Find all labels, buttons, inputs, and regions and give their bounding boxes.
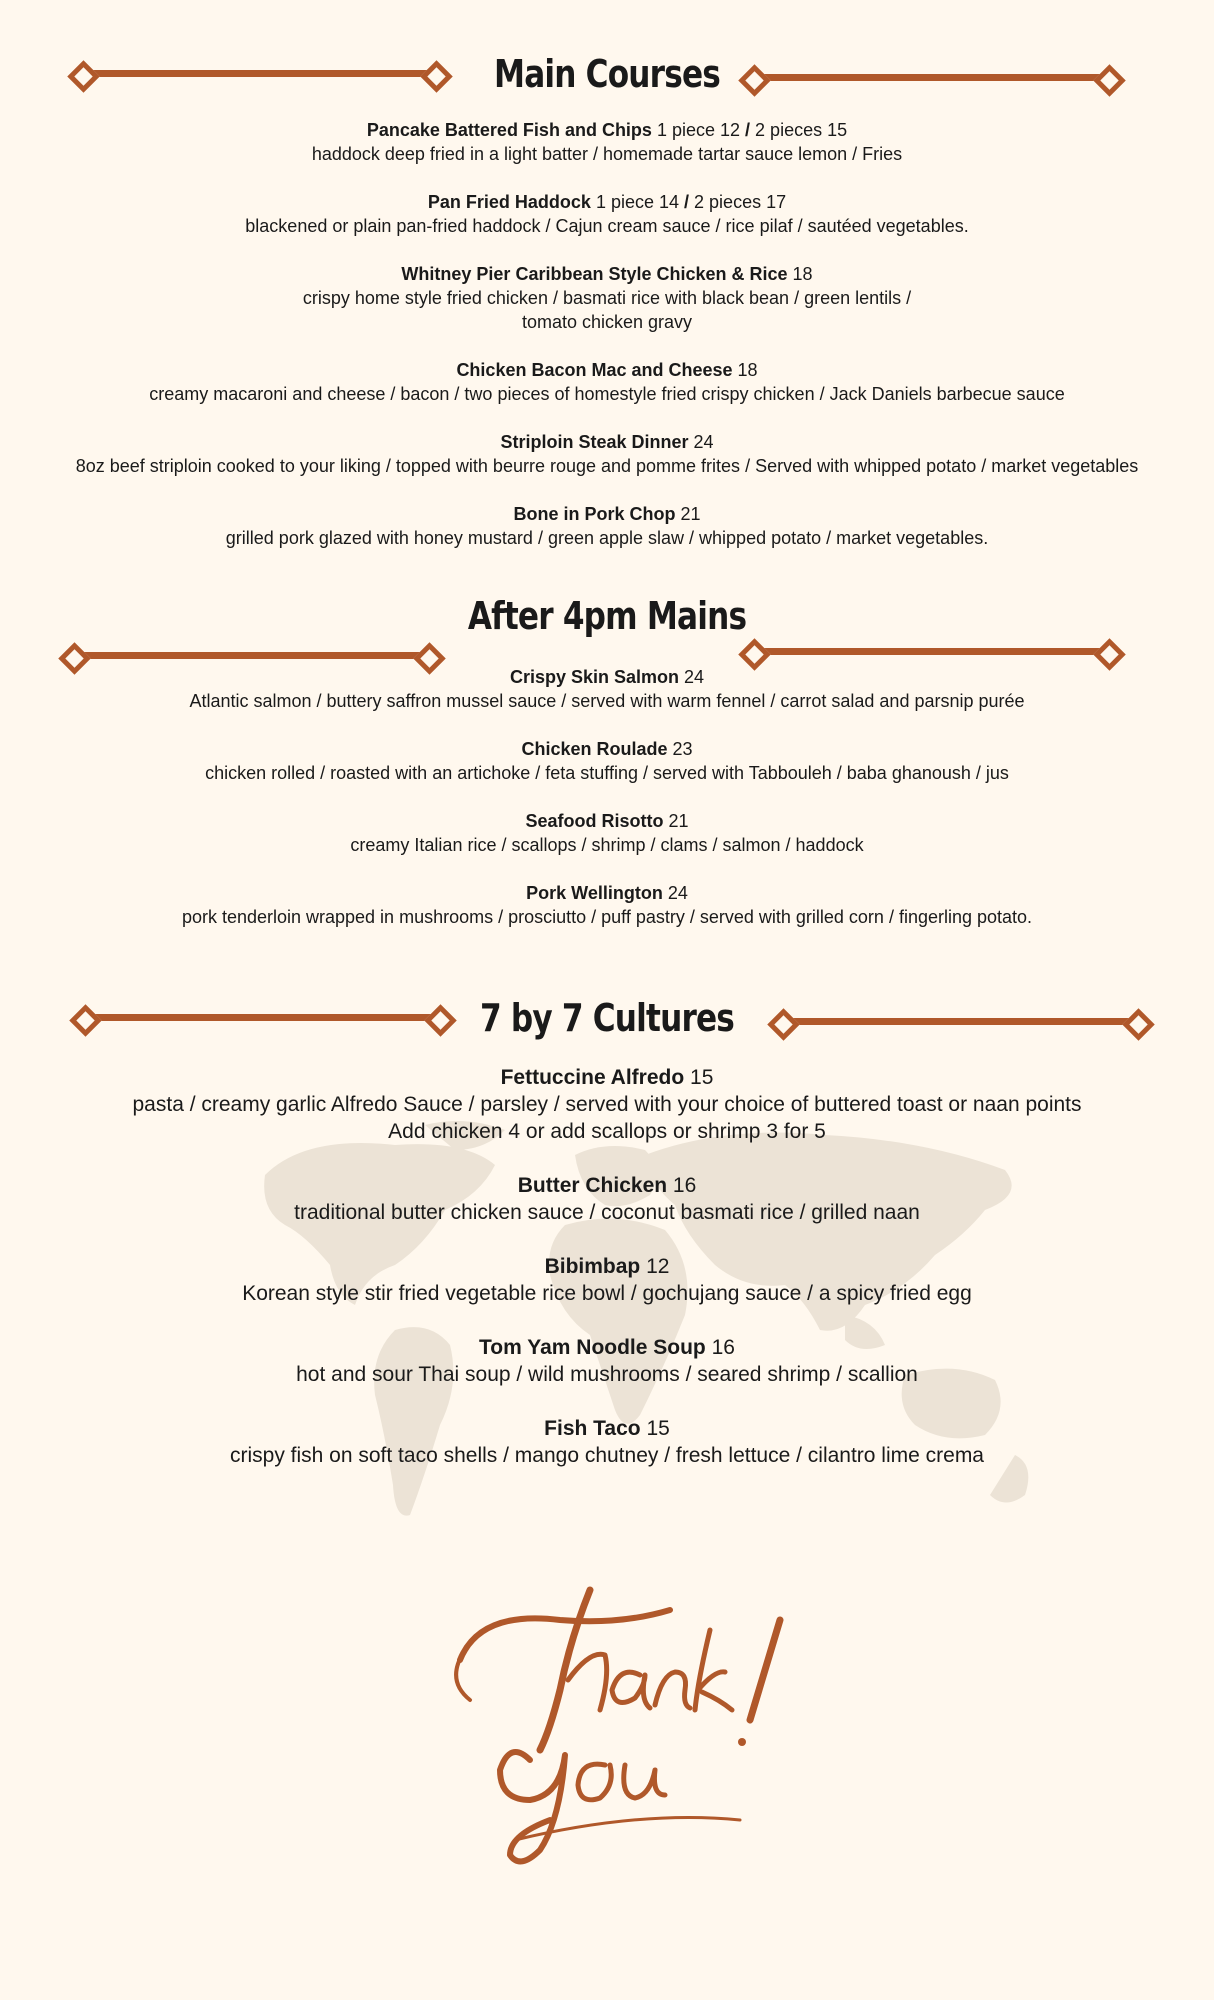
decorative-rule-right: [743, 66, 1121, 90]
menu-item-name: Pan Fried Haddock: [427, 192, 591, 212]
main-courses-header: [0, 48, 1214, 108]
menu-item-heading: [0, 118, 1214, 142]
menu-item-name: Fettuccine Alfredo: [500, 1066, 685, 1089]
menu-item-name: Striploin Steak Dinner: [500, 432, 689, 452]
thank-you-script: [440, 1580, 820, 1870]
menu-item: [0, 881, 1214, 929]
menu-item-description: chicken rolled / roasted with an artichoke / feta stuffing / served with Tabbouleh / baba ghanoush / jus: [205, 763, 1009, 783]
menu-item-price-alt: 2 pieces 15: [750, 120, 848, 140]
menu-item-name: Pancake Battered Fish and Chips: [366, 120, 652, 140]
menu-item-name: Fish Taco: [544, 1417, 641, 1440]
menu-item-description: haddock deep fried in a light batter / homemade tartar sauce lemon / Fries: [311, 144, 903, 164]
menu-item-price: 24: [679, 667, 705, 687]
menu-item: [0, 1415, 1214, 1469]
menu-item-name: Seafood Risotto: [525, 811, 664, 831]
menu-item: [0, 1064, 1214, 1145]
menu-item-description: pork tenderloin wrapped in mushrooms / prosciutto / puff pastry / served with grilled corn / fingerling potato.: [181, 907, 1033, 927]
menu-item-heading: [0, 190, 1214, 214]
menu-item-name: Bone in Pork Chop: [513, 504, 676, 524]
menu-item-name: Chicken Roulade: [521, 739, 668, 759]
menu-item-price: 16: [705, 1336, 735, 1359]
menu-item-description: crispy home style fried chicken / basmati rice with black bean / green lentils /: [302, 288, 912, 308]
menu-item-description: blackened or plain pan-fried haddock / Cajun cream sauce / rice pilaf / sautéed vegetables.: [245, 216, 969, 236]
menu-item-heading: [0, 809, 1214, 833]
menu-item-description: traditional butter chicken sauce / coconut basmati rice / grilled naan: [294, 1201, 920, 1224]
menu-item-description: 8oz beef striploin cooked to your liking / topped with beurre rouge and pomme frites / Served with whipped potato / market vegetables: [75, 456, 1139, 476]
menu-item-heading: [0, 1064, 1214, 1091]
section-title: Main Courses: [494, 52, 720, 96]
menu-item-heading: [0, 881, 1214, 905]
menu-item-description: grilled pork glazed with honey mustard / green apple slaw / whipped potato / market vegetables.: [225, 528, 989, 548]
menu-item-name: Whitney Pier Caribbean Style Chicken & Rice: [401, 264, 788, 284]
menu-item-heading: [0, 665, 1214, 689]
section-title: 7 by 7 Cultures: [479, 996, 735, 1040]
menu-item-price: 15: [640, 1417, 670, 1440]
menu-item-name: Pork Wellington: [526, 883, 663, 903]
menu-item-price: 18: [787, 264, 813, 284]
menu-item-description: creamy macaroni and cheese / bacon / two pieces of homestyle fried crispy chicken / Jack Daniels barbecue sauce: [149, 384, 1065, 404]
menu-item-price: 1 piece 14: [590, 192, 685, 212]
menu-item: [0, 430, 1214, 478]
menu-item-name: Chicken Bacon Mac and Cheese: [456, 360, 733, 380]
menu-item-heading: [0, 1334, 1214, 1361]
menu-item-description: creamy Italian rice / scallops / shrimp / clams / salmon / haddock: [350, 835, 864, 855]
menu-item: [0, 737, 1214, 785]
menu-item-name: Crispy Skin Salmon: [509, 667, 680, 687]
menu-item-price: 15: [684, 1066, 714, 1089]
menu-item-heading: [0, 430, 1214, 454]
menu-item: [0, 1253, 1214, 1307]
menu-item-price: 18: [732, 360, 758, 380]
menu-item-name: Bibimbap: [544, 1255, 641, 1278]
menu-item: [0, 358, 1214, 406]
menu-item-description: hot and sour Thai soup / wild mushrooms / seared shrimp / scallion: [296, 1363, 918, 1386]
after-4pm-header: [0, 590, 1214, 650]
menu-item-heading: [0, 262, 1214, 286]
price-separator: /: [684, 192, 690, 212]
menu-item-price: 21: [663, 811, 689, 831]
menu-item-heading: [0, 358, 1214, 382]
menu-item: [0, 118, 1214, 166]
menu-item: [0, 1172, 1214, 1226]
menu-item-price: 23: [667, 739, 693, 759]
cultures-list: [0, 1064, 1214, 1496]
section-title: After 4pm Mains: [467, 594, 747, 638]
menu-item: [0, 262, 1214, 334]
menu-item-description: Korean style stir fried vegetable rice bowl / gochujang sauce / a spicy fried egg: [242, 1282, 972, 1305]
menu-item-name: Butter Chicken: [517, 1174, 668, 1197]
menu-item-price: 16: [667, 1174, 697, 1197]
menu-item-price: 24: [688, 432, 714, 452]
menu-item: [0, 1334, 1214, 1388]
menu-item: [0, 502, 1214, 550]
decorative-rule-right: [772, 1010, 1150, 1034]
menu-item-price-alt: 2 pieces 17: [689, 192, 787, 212]
menu-item-heading: [0, 502, 1214, 526]
menu-item-heading: [0, 1415, 1214, 1442]
cultures-header: [0, 992, 1214, 1052]
after-4pm-list: [0, 665, 1214, 953]
menu-item-heading: [0, 1253, 1214, 1280]
menu-item-description: pasta / creamy garlic Alfredo Sauce / parsley / served with your choice of buttered toast or naan points: [132, 1093, 1082, 1116]
menu-item-description: Add chicken 4 or add scallops or shrimp 3 for 5: [388, 1120, 826, 1143]
menu-item-description: crispy fish on soft taco shells / mango chutney / fresh lettuce / cilantro lime crema: [230, 1444, 984, 1467]
menu-item-description: Atlantic salmon / buttery saffron mussel sauce / served with warm fennel / carrot salad and parsnip purée: [189, 691, 1025, 711]
price-separator: /: [745, 120, 751, 140]
menu-item: [0, 190, 1214, 238]
menu-item: [0, 809, 1214, 857]
menu-item-heading: [0, 737, 1214, 761]
menu-item-description: tomato chicken gravy: [521, 312, 693, 332]
menu-item-price: 21: [675, 504, 701, 524]
menu-item-price: 1 piece 12: [651, 120, 746, 140]
menu-item-price: 12: [640, 1255, 670, 1278]
menu-item-heading: [0, 1172, 1214, 1199]
main-courses-list: [0, 118, 1214, 574]
decorative-rule-right: [743, 640, 1121, 664]
menu-item: [0, 665, 1214, 713]
menu-item-name: Tom Yam Noodle Soup: [479, 1336, 706, 1359]
menu-item-price: 24: [662, 883, 688, 903]
